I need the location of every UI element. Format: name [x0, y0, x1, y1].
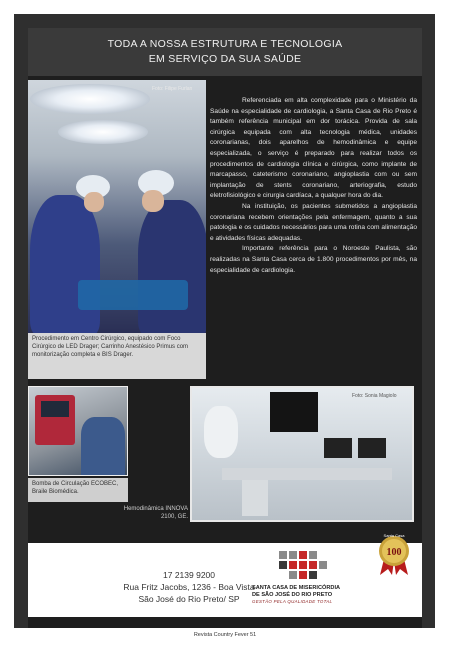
centenary-seal-icon: [376, 529, 412, 577]
pump-display: [41, 401, 69, 417]
surgical-lamp-1: [30, 84, 150, 114]
hemodynamics-caption: Hemodinâmica INNOVA 2100, GE.: [123, 506, 188, 520]
city: São José do Rio Preto/ SP: [138, 594, 240, 604]
page-title: [28, 28, 422, 76]
control-monitor-1: [324, 438, 352, 458]
paragraph-2: Na instituição, os pacientes submetidos a angioplastia coronariana recebem orientações pela enfermagem, quanto a sua patologia e os cuidados necessários para uma rotina com alimentação e atividades físicas adequadas.: [210, 202, 417, 242]
ceiling-monitor: [270, 392, 318, 432]
footer: [28, 543, 422, 617]
c-arm: [204, 406, 238, 458]
logo-tagline: GESTÃO PELA QUALIDADE TOTAL: [252, 599, 333, 604]
photo-credit: Foto: Filipe Furlan: [152, 86, 193, 92]
phone-number: 17 2139 9200: [163, 570, 215, 580]
title-line-1: TODA A NOSSA ESTRUTURA E TECNOLOGIA: [107, 38, 343, 50]
table-base: [242, 480, 268, 516]
address: Rua Fritz Jacobs, 1236 - Boa Vista: [123, 582, 255, 592]
hemodynamics-photo: [190, 386, 414, 522]
technician: [81, 417, 125, 475]
title-line-2: EM SERVIÇO DA SUA SAÚDE: [148, 53, 302, 65]
seal-top-text: Santa Casa: [383, 533, 405, 538]
logo-name-line-2: DE SÃO JOSÉ DO RIO PRETO: [252, 592, 333, 598]
ecmo-photo: [28, 386, 128, 476]
surgical-lamp-2: [58, 120, 148, 144]
contact-info: [114, 569, 264, 605]
paragraph-1: Referenciada em alta complexidade para o Ministério da Saúde na especialidade de cardiologia, a Santa Casa de Rio Preto é também referência municipal em dor torácica. Provida de sala cirúrgica equipada com alta tecnologia médica, unidades coronarianas, dois aparelhos de hemodinâmica e equipe especializada, o serviço é preparado para realizar todos os procedimentos de cardiologia clínica e cirúrgica, como implante de marcapasso, cateterismo coronariano, angioplastia com ou sem implantação de stents coronariano, arteriografia, estudo eletrofisiológico e cirurgia cardíaca, a qualquer hora do dia.: [210, 97, 417, 200]
surgery-caption: Procedimento em Centro Cirúrgico, equipado com Foco Cirúrgico de LED Drager; Carrinho Anestésico Primus com monitorização completa e BIS Drager.: [28, 333, 206, 379]
logo-name-line-1: SANTA CASA DE MISERICÓRDIA: [252, 585, 341, 591]
article-body: [210, 96, 417, 276]
ecmo-caption: Bomba de Circulação ECOBEC, Braile Biomédica.: [28, 478, 128, 502]
paragraph-3: Importante referência para o Noroeste Paulista, são realizadas na Santa Casa cerca de 1.800 procedimentos por mês, na especialidade de cardiologia.: [210, 245, 417, 274]
surgeon-right-face: [142, 190, 164, 212]
logo-name: [252, 585, 362, 599]
surgical-drape: [78, 280, 188, 310]
santa-casa-logo-icon: [279, 551, 329, 581]
surgery-photo: [28, 80, 206, 333]
surgeon-right: [138, 200, 206, 333]
surgeon-left: [30, 195, 100, 333]
control-monitor-2: [358, 438, 386, 458]
seal-number: 100: [386, 547, 402, 558]
page-footer: Revista Country Fever 51: [193, 632, 257, 638]
patient-table: [222, 468, 392, 480]
hemo-photo-credit: Foto: Sonia Magiolo: [352, 393, 397, 399]
surgeon-left-face: [84, 192, 104, 212]
